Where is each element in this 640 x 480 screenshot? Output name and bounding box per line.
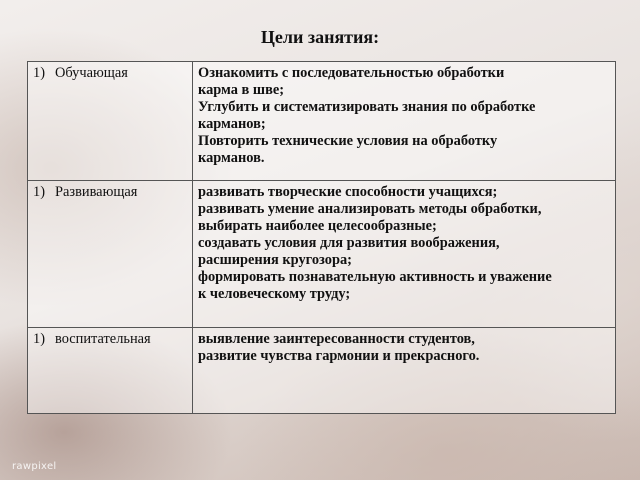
row-label-developing [28,181,193,328]
content-line: создавать условия для развития воображения, [198,235,500,251]
content-line: расширения кругозора; [198,252,352,268]
table-row-developing [28,181,616,328]
row-content-developing [193,181,616,328]
content-line: Углубить и систематизировать знания по обработке [198,99,536,115]
content-line: карма в шве; [198,82,285,98]
content-line: развивать творческие способности учащихся; [198,184,498,200]
content-line: развивать умение анализировать методы обработки, [198,201,542,217]
table-row-educational [28,328,616,414]
row-content-educational [193,328,616,414]
watermark: rawpixel [12,461,57,472]
table-row-teaching [28,62,616,181]
row-label-text: Развивающая [55,184,138,200]
row-label-text: воспитательная [55,331,151,347]
content-line: карманов. [198,150,265,166]
row-label-educational [28,328,193,414]
content-line: выявление заинтересованности студентов, [198,331,475,347]
row-content-teaching [193,62,616,181]
row-number: 1) [33,184,45,200]
goals-table [27,61,616,414]
content-line: развитие чувства гармонии и прекрасного. [198,348,480,364]
row-label-text: Обучающая [55,65,128,81]
page-title: Цели занятия: [260,27,380,47]
content-line: выбирать наиболее целесообразные; [198,218,437,234]
row-label-teaching [28,62,193,181]
content-line: карманов; [198,116,266,132]
row-number: 1) [33,331,45,347]
content-line: Ознакомить с последовательностью обработки [198,65,505,81]
content-line: к человеческому труду; [198,286,351,302]
row-number: 1) [33,65,45,81]
content-line: формировать познавательную активность и уважение [198,269,552,285]
content-line: Повторить технические условия на обработку [198,133,498,149]
